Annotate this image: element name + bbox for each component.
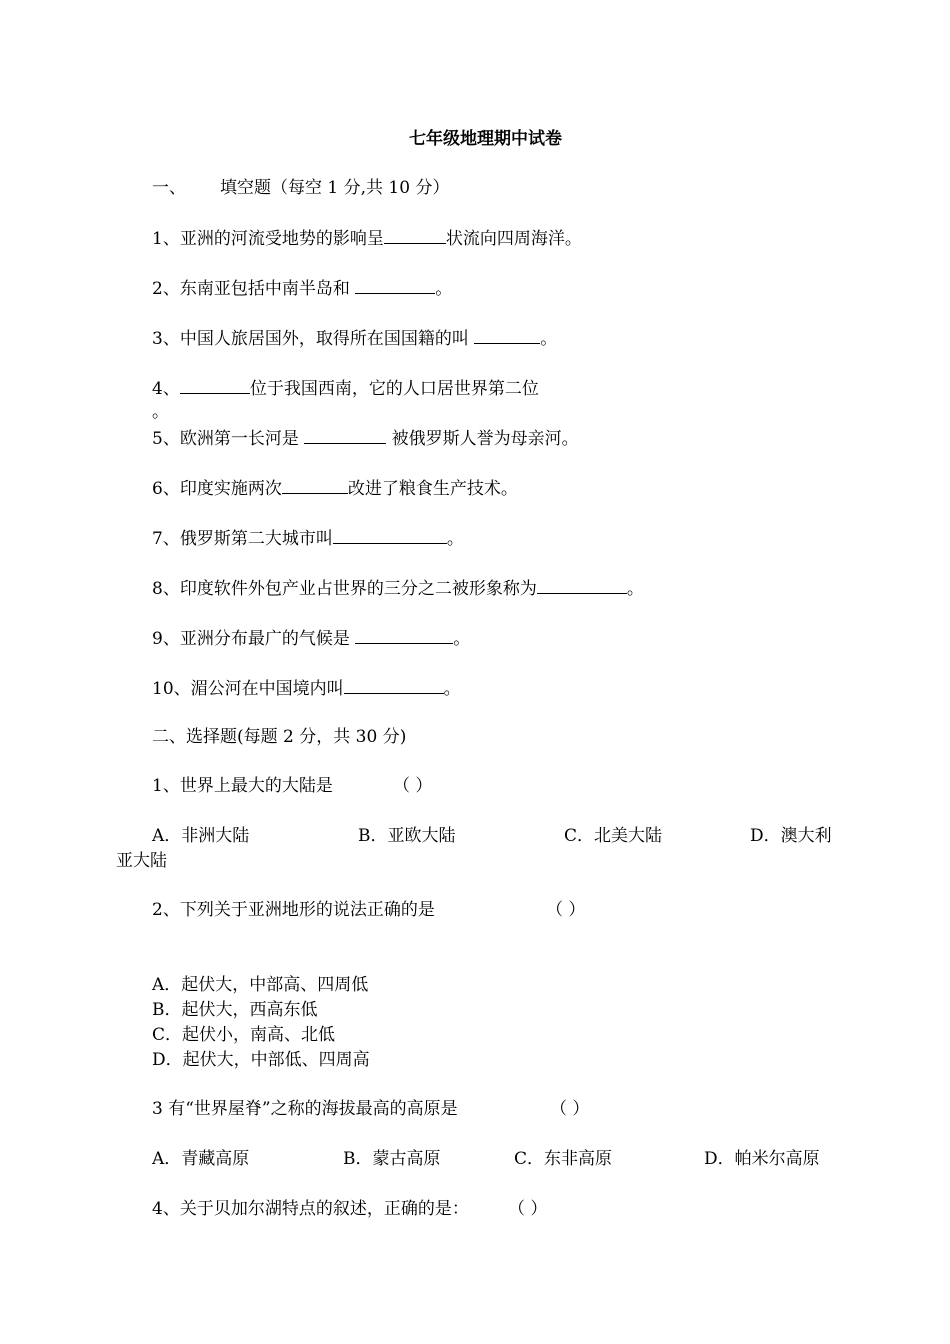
choice-1-option-d-wrap: 亚大陆 — [116, 851, 167, 871]
section1-heading — [152, 177, 449, 199]
choice-question-1-paren: （ ） — [393, 776, 433, 796]
answer-blank — [304, 427, 386, 444]
choice-2-option-a: A．起伏大，中部高、四周低 — [152, 975, 369, 995]
page-title: 七年级地理期中试卷 — [409, 129, 562, 149]
answer-blank — [384, 227, 446, 244]
choice-question-2-stem: 2、下列关于亚洲地形的说法正确的是 — [152, 900, 435, 920]
section2-heading: 二、选择题(每题 2 分，共 30 分) — [152, 727, 407, 747]
section1-title: 填空题（每空 1 分,共 10 分） — [220, 178, 450, 198]
answer-blank — [282, 477, 348, 494]
choice-3-option-b: B．蒙古高原 — [343, 1149, 441, 1169]
choice-3-option-d: D．帕米尔高原 — [704, 1149, 820, 1169]
choice-1-option-c: C．北美大陆 — [564, 826, 663, 846]
choice-question-3-paren: （ ） — [550, 1099, 590, 1119]
answer-blank — [333, 527, 447, 544]
choice-question-3-stem: 3 有“世界屋脊”之称的海拔最高的高原是 — [152, 1099, 458, 1119]
choice-question-2-paren: （ ） — [546, 900, 586, 920]
choice-3-option-c: C．东非高原 — [514, 1149, 613, 1169]
choice-1-option-b: B．亚欧大陆 — [358, 826, 456, 846]
answer-blank — [355, 627, 453, 644]
fill-question-7: 7、俄罗斯第二大城市叫 。 — [152, 529, 464, 549]
choice-question-4-stem: 4、关于贝加尔湖特点的叙述，正确的是： — [152, 1199, 469, 1219]
section1-number: 一、 — [152, 178, 186, 198]
fill-question-2: 2、东南亚包括中南半岛和 。 — [152, 279, 453, 299]
choice-2-option-d: D．起伏大，中部低、四周高 — [152, 1050, 370, 1070]
fill-question-8: 8、印度软件外包产业占世界的三分之二被形象称为 。 — [152, 579, 644, 599]
choice-2-option-b: B．起伏大，西高东低 — [152, 1000, 318, 1020]
choice-3-option-a: A．青藏高原 — [152, 1149, 250, 1169]
answer-blank — [474, 327, 540, 344]
fill-question-9: 9、亚洲分布最广的气候是 。 — [152, 629, 471, 649]
fill-question-1: 1、亚洲的河流受地势的影响呈 状流向四周海洋。 — [152, 229, 582, 249]
fill-question-4: 4、 位于我国西南，它的人口居世界第二位 — [152, 379, 539, 399]
answer-blank — [180, 377, 250, 394]
choice-1-option-d: D．澳大利 — [750, 826, 832, 846]
fill-question-6: 6、印度实施两次 改进了粮食生产技术。 — [152, 479, 518, 499]
answer-blank — [355, 277, 435, 294]
fill-question-10: 10、湄公河在中国境内叫 。 — [152, 679, 461, 699]
choice-1-option-a: A．非洲大陆 — [152, 826, 250, 846]
fill-question-5: 5、欧洲第一长河是 被俄罗斯人誉为母亲河。 — [152, 429, 579, 449]
choice-2-option-c: C．起伏小，南高、北低 — [152, 1025, 336, 1045]
answer-blank — [344, 677, 444, 694]
fill-question-3: 3、中国人旅居国外，取得所在国国籍的叫 。 — [152, 329, 558, 349]
answer-blank — [537, 577, 627, 594]
fill-question-4-wrap: 。 — [152, 402, 169, 422]
choice-question-1-stem: 1、世界上最大的大陆是 — [152, 776, 333, 796]
choice-question-4-paren: （ ） — [508, 1199, 548, 1219]
